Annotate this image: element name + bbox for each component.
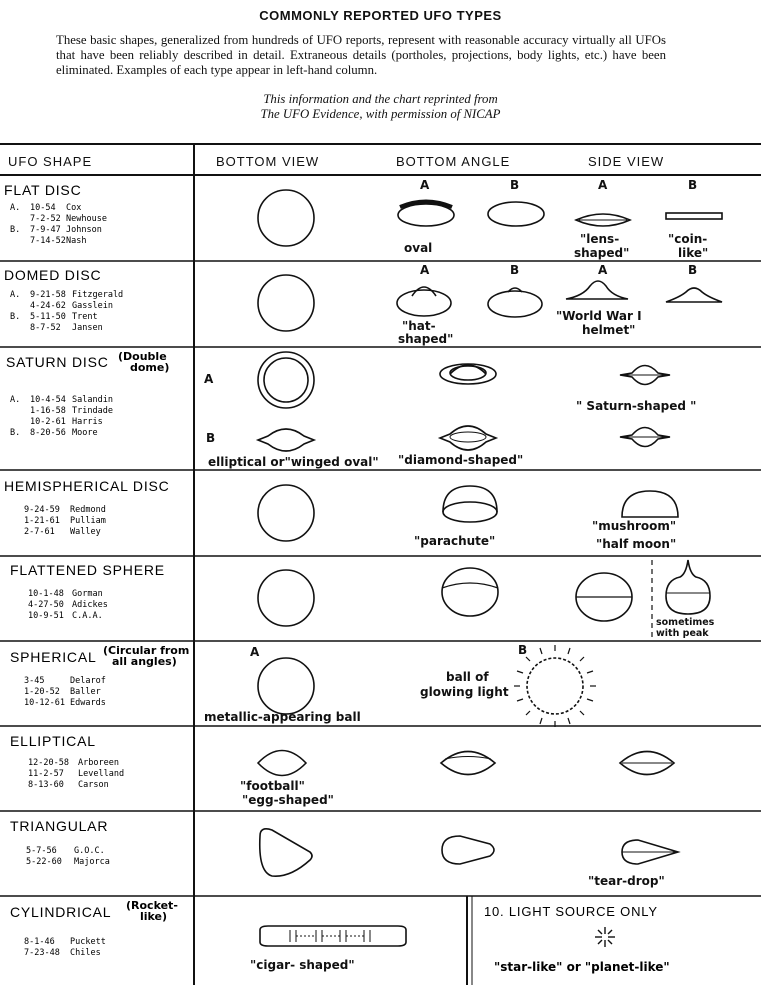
row-spherical	[10, 643, 596, 727]
example-date: 8-1-46	[24, 937, 55, 947]
elliptical-angle	[441, 752, 495, 775]
parachute-rim	[443, 502, 497, 522]
example-name: Gasslein	[72, 301, 113, 311]
example-name: Chiles	[70, 948, 101, 958]
shape-note: (Rocket-	[126, 899, 178, 912]
shape-name: SPHERICAL	[10, 649, 97, 665]
bottom-view-circle	[258, 190, 314, 246]
row-hemispherical-disc	[4, 478, 678, 551]
elliptical-angle-band	[445, 757, 491, 760]
shape-note: (Circular from	[103, 644, 190, 657]
winged-oval	[258, 429, 314, 451]
caption-coin: "coin-	[668, 232, 708, 246]
caption-diamond: "diamond-shaped"	[398, 453, 524, 467]
credit-line-2: The UFO Evidence, with permission of NICAP	[260, 107, 501, 121]
example-name: Arboreen	[78, 758, 119, 768]
col-header-bottom-angle: BOTTOM ANGLE	[396, 154, 511, 169]
example-name: Cox	[66, 203, 82, 213]
triangular-angle	[442, 836, 494, 864]
example-tag: B.	[10, 312, 21, 322]
caption-tear-drop: "tear-drop"	[588, 874, 665, 888]
example-name: Edwards	[70, 698, 106, 708]
shape-name: TRIANGULAR	[10, 818, 109, 834]
col-header-side-view: SIDE VIEW	[588, 154, 665, 169]
credit-line-1: This information and the chart reprinted from	[263, 92, 498, 106]
example-date: 2-7-61	[24, 527, 55, 537]
shape-name: ELLIPTICAL	[10, 733, 96, 749]
row-flat-disc	[4, 178, 722, 260]
example-date: 4-24-62	[30, 301, 66, 311]
example-name: Adickes	[72, 600, 108, 610]
example-name: Levelland	[78, 769, 125, 779]
shape-name: HEMISPHERICAL DISC	[4, 478, 170, 494]
hat-dome	[412, 287, 436, 296]
page-title: COMMONLY REPORTED UFO TYPES	[259, 8, 502, 23]
mark-a: A	[204, 372, 214, 386]
example-name: Harris	[72, 417, 103, 427]
caption-football: "football"	[240, 779, 305, 793]
caption-coin: like"	[678, 246, 709, 260]
row-saturn-disc	[6, 350, 696, 469]
example-name: Redmond	[70, 505, 106, 515]
mark-b: B	[518, 643, 528, 657]
caption-helmet: helmet"	[582, 323, 636, 337]
example-date: 7-23-48	[24, 948, 60, 958]
example-name: Jansen	[72, 323, 103, 333]
shape-name: DOMED DISC	[4, 267, 102, 283]
saturn-angle-inner	[450, 366, 486, 380]
cigar-shape	[260, 926, 406, 946]
caption-mushroom: "mushroom"	[592, 519, 677, 533]
example-name: Moore	[72, 428, 98, 438]
mark-a: A	[598, 263, 608, 277]
example-date: 12-20-58	[28, 758, 69, 768]
example-date: 8-20-56	[30, 428, 66, 438]
shape-note: (Double	[118, 350, 167, 363]
example-name: Puckett	[70, 937, 106, 947]
caption-lens: "lens-	[580, 232, 620, 246]
saturn-outer-ring	[258, 352, 314, 408]
example-date: 8-13-60	[28, 780, 64, 790]
example-name: Majorca	[74, 857, 110, 867]
example-name: Fitzgerald	[72, 290, 124, 300]
row-cylindrical	[10, 899, 406, 972]
caption-glow: glowing light	[420, 685, 509, 699]
example-name: Delarof	[70, 676, 106, 686]
example-name: Trindade	[72, 406, 113, 416]
shape-name: SATURN DISC	[6, 354, 109, 370]
star-icon	[595, 927, 615, 947]
shape-note: dome)	[130, 361, 170, 374]
mark-a: A	[598, 178, 608, 192]
angle-oval-b	[488, 202, 544, 226]
row-elliptical	[10, 733, 674, 807]
mark-a: A	[420, 178, 430, 192]
example-date: 9-24-59	[24, 505, 60, 515]
example-name: G.O.C.	[74, 846, 105, 856]
example-name: Gorman	[72, 589, 103, 599]
example-date: 10-4-54	[30, 395, 66, 405]
example-name: C.A.A.	[72, 611, 103, 621]
mark-b: B	[510, 263, 520, 277]
example-date: 5-11-50	[30, 312, 66, 322]
row-triangular	[10, 818, 678, 888]
row-domed-disc	[4, 263, 722, 346]
mark-a: A	[250, 645, 260, 659]
glowing-ball	[527, 658, 583, 714]
bottom-view-circle	[258, 485, 314, 541]
example-date: 3-45	[24, 676, 45, 686]
shape-name: CYLINDRICAL	[10, 904, 112, 920]
mark-b: B	[688, 178, 698, 192]
angle-oval-a	[398, 204, 454, 226]
caption-peak: with peak	[656, 628, 709, 639]
example-tag: B.	[10, 428, 21, 438]
caption-half-moon: "half moon"	[596, 537, 677, 551]
hat-shape	[397, 290, 451, 316]
saturn-angle-ring	[440, 364, 496, 384]
caption-parachute: "parachute"	[414, 534, 496, 548]
mark-b: B	[206, 431, 216, 445]
example-tag: B.	[10, 225, 21, 235]
example-date: 10-9-51	[28, 611, 64, 621]
example-name: Baller	[70, 687, 101, 697]
mark-b: B	[510, 178, 520, 192]
shape-note: like)	[140, 910, 168, 923]
col-header-shape: UFO SHAPE	[8, 154, 93, 169]
diamond-shape	[440, 426, 496, 450]
peaked-sphere	[666, 560, 710, 614]
caption-peak: sometimes	[656, 617, 715, 628]
example-name: Carson	[78, 780, 109, 790]
diamond-rim	[450, 432, 486, 442]
example-date: 10-54	[30, 203, 56, 213]
shape-note: all angles)	[112, 655, 177, 668]
example-date: 1-16-58	[30, 406, 66, 416]
triangular-shape	[260, 829, 312, 876]
example-tag: A.	[10, 290, 21, 300]
cigar-segments	[290, 930, 370, 942]
example-name: Salandin	[72, 395, 113, 405]
caption-helmet: "World War I	[556, 309, 642, 323]
mushroom-shape	[622, 491, 678, 517]
parachute-dome	[443, 486, 497, 512]
caption-egg: "egg-shaped"	[242, 793, 334, 807]
light-source-panel	[484, 904, 670, 974]
example-date: 7-2-52	[30, 214, 61, 224]
example-date: 5-7-56	[26, 846, 57, 856]
helmet-shape	[566, 281, 628, 299]
caption-metallic: metallic-appearing ball	[204, 710, 361, 724]
football-shape	[258, 751, 306, 776]
example-name: Nash	[66, 236, 87, 246]
caption-hat: shaped"	[398, 332, 454, 346]
bottom-view-circle	[258, 275, 314, 331]
light-source-caption: "star-like" or "planet-like"	[494, 960, 670, 974]
column-headers	[8, 154, 664, 169]
coin-shape	[666, 213, 722, 219]
col-header-bottom-view: BOTTOM VIEW	[216, 154, 320, 169]
caption-hat: "hat-	[402, 319, 436, 333]
mark-b: B	[688, 263, 698, 277]
domed-oval-b	[488, 291, 542, 317]
domed-side-b	[666, 288, 722, 302]
example-date: 8-7-52	[30, 323, 61, 333]
caption-saturn: " Saturn-shaped "	[576, 399, 697, 413]
caption-oval: oval	[404, 241, 433, 255]
example-tag: A.	[10, 395, 21, 405]
example-date: 11-2-57	[28, 769, 64, 779]
example-name: Walley	[70, 527, 101, 537]
example-name: Johnson	[66, 225, 102, 235]
metallic-ball	[258, 658, 314, 714]
flattened-angle	[442, 568, 498, 616]
example-date: 1-21-61	[24, 516, 60, 526]
saturn-inner-ring	[264, 358, 308, 402]
example-date: 5-22-60	[26, 857, 62, 867]
caption-glow: ball of	[446, 670, 489, 684]
example-date: 10-12-61	[24, 698, 65, 708]
caption-lens: shaped"	[574, 246, 630, 260]
example-name: Pulliam	[70, 516, 106, 526]
caption-cigar: "cigar- shaped"	[250, 958, 355, 972]
example-name: Trent	[72, 312, 98, 322]
example-tag: A.	[10, 203, 21, 213]
mark-a: A	[420, 263, 430, 277]
bottom-view-circle	[258, 570, 314, 626]
caption-elliptical: elliptical or"winged oval"	[208, 455, 379, 469]
intro-paragraph: These basic shapes, generalized from hundreds of UFO reports, represent with reasonable accuracy virtually all UFOs that have been reliably described in detail. Extraneous details (portholes, projections, body lights, etc.) have been eliminated. Examples of each type appear in left-hand column.	[56, 33, 666, 77]
shape-name: FLAT DISC	[4, 182, 82, 198]
example-name: Newhouse	[66, 214, 107, 224]
shape-name: FLATTENED SPHERE	[10, 562, 165, 578]
flattened-angle-band	[442, 583, 498, 588]
example-date: 4-27-50	[28, 600, 64, 610]
example-date: 1-20-52	[24, 687, 60, 697]
example-date: 10-1-48	[28, 589, 64, 599]
example-date: 7-14-52	[30, 236, 66, 246]
example-date: 9-21-58	[30, 290, 66, 300]
row-flattened-sphere	[10, 560, 715, 639]
example-date: 7-9-47	[30, 225, 61, 235]
example-date: 10-2-61	[30, 417, 66, 427]
light-source-title: 10. LIGHT SOURCE ONLY	[484, 904, 658, 919]
